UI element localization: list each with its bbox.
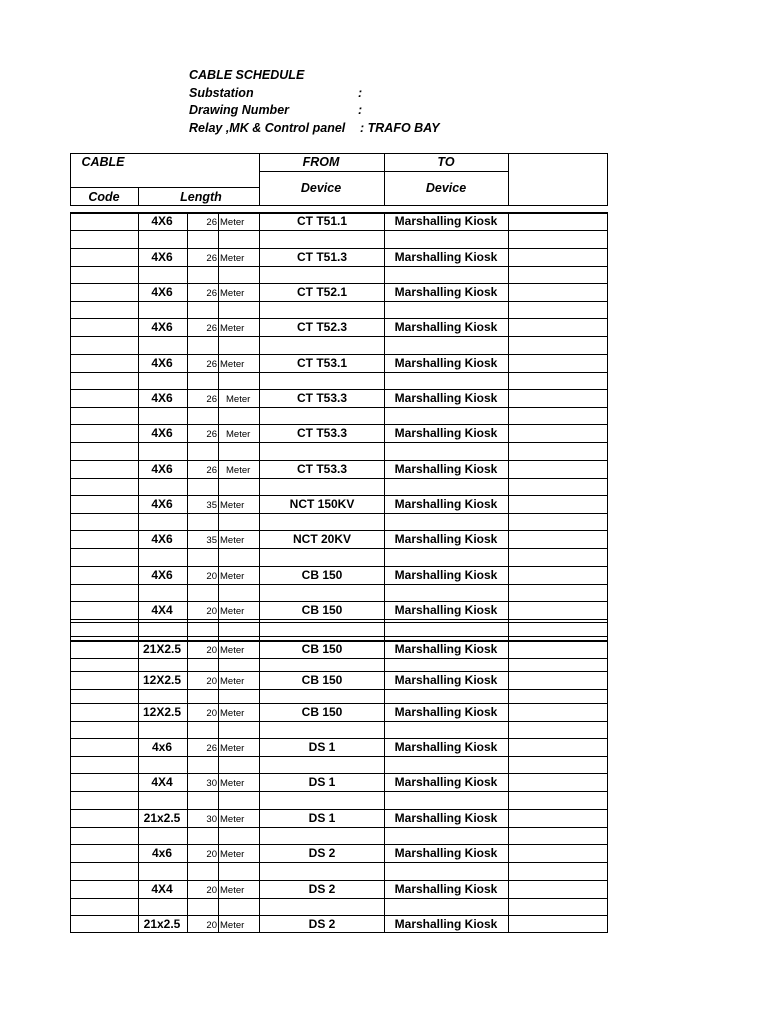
cable-length: 20 <box>206 676 217 687</box>
drawing-number-label: Drawing Number <box>189 103 290 117</box>
to-device-header: Device <box>425 181 467 195</box>
from-device: CT T53.1 <box>296 356 348 370</box>
row-mid-border <box>70 548 608 549</box>
to-device: Marshalling Kiosk <box>394 917 498 931</box>
document-title: CABLE SCHEDULE <box>189 68 305 82</box>
to-device: Marshalling Kiosk <box>394 740 498 754</box>
cable-length: 20 <box>206 708 217 719</box>
grid-left-border <box>70 212 71 932</box>
row-top-border <box>70 318 608 319</box>
cable-size: 4X6 <box>151 320 173 334</box>
row-double-border <box>70 636 608 637</box>
from-device: CT T53.3 <box>296 391 348 405</box>
row-top-border <box>70 844 608 845</box>
from-device: CT T51.1 <box>296 214 348 228</box>
cable-length: 26 <box>206 217 217 228</box>
cable-size: 12X2.5 <box>142 673 182 687</box>
length-unit: Meter <box>220 885 245 896</box>
cable-size: 12X2.5 <box>142 705 182 719</box>
length-unit: Meter <box>220 708 245 719</box>
cable-length: 20 <box>206 920 217 931</box>
row-top-border <box>70 809 608 810</box>
cable-length: 26 <box>206 359 217 370</box>
length-unit: Meter <box>220 288 245 299</box>
cable-size: 4X4 <box>151 603 173 617</box>
from-device: CB 150 <box>301 673 343 687</box>
row-mid-border <box>70 689 608 690</box>
to-device: Marshalling Kiosk <box>394 775 498 789</box>
drawing-number-value: : <box>358 103 363 117</box>
row-top-border <box>70 880 608 881</box>
cable-length: 35 <box>206 535 217 546</box>
from-device: NCT 150KV <box>289 497 355 511</box>
grid-from-divider <box>259 212 260 932</box>
cable-size: 4x6 <box>151 740 173 754</box>
to-device: Marshalling Kiosk <box>394 673 498 687</box>
to-device: Marshalling Kiosk <box>394 391 498 405</box>
length-unit: Meter <box>220 920 245 931</box>
cable-length: 26 <box>206 323 217 334</box>
cable-length: 26 <box>206 253 217 264</box>
from-device: DS 1 <box>308 740 336 754</box>
cable-length: 35 <box>206 500 217 511</box>
cable-size: 4X6 <box>151 356 173 370</box>
cable-size: 4X6 <box>151 426 173 440</box>
from-device: CT T52.3 <box>296 320 348 334</box>
length-unit: Meter <box>220 253 245 264</box>
row-top-border <box>70 389 608 390</box>
from-device: DS 1 <box>308 811 336 825</box>
cable-length: 30 <box>206 778 217 789</box>
cable-length: 20 <box>206 849 217 860</box>
cable-size: 4X6 <box>151 214 173 228</box>
grid-extra-divider <box>508 212 509 932</box>
to-header: TO <box>437 155 455 169</box>
row-double-border <box>70 622 608 623</box>
to-device: Marshalling Kiosk <box>394 320 498 334</box>
row-top-border <box>70 354 608 355</box>
row-top-border <box>70 566 608 567</box>
row-mid-border <box>70 442 608 443</box>
row-mid-border <box>70 756 608 757</box>
to-device: Marshalling Kiosk <box>394 285 498 299</box>
from-device: DS 2 <box>308 882 336 896</box>
row-mid-border <box>70 478 608 479</box>
cable-length: 20 <box>206 606 217 617</box>
table-bottom-border <box>70 932 608 933</box>
row-top-border <box>70 601 608 602</box>
row-mid-border <box>70 658 608 659</box>
row-mid-border <box>70 336 608 337</box>
cable-size: 4X6 <box>151 391 173 405</box>
row-mid-border <box>70 791 608 792</box>
grid-length-divider <box>218 212 219 932</box>
cable-length: 26 <box>206 429 217 440</box>
length-unit: Meter <box>226 465 251 476</box>
length-unit: Meter <box>226 429 251 440</box>
cable-size: 4X6 <box>151 532 173 546</box>
cable-size: 4X6 <box>151 285 173 299</box>
length-unit: Meter <box>220 535 245 546</box>
row-mid-border <box>70 230 608 231</box>
cable-length: 26 <box>206 394 217 405</box>
from-device: NCT 20KV <box>292 532 352 546</box>
panel-value: : TRAFO BAY <box>360 121 440 135</box>
cable-size: 21X2.5 <box>142 642 182 656</box>
to-device: Marshalling Kiosk <box>394 882 498 896</box>
grid-code-divider <box>138 212 139 932</box>
row-top-border <box>70 915 608 916</box>
length-unit: Meter <box>220 500 245 511</box>
to-device: Marshalling Kiosk <box>394 250 498 264</box>
cable-size: 4X4 <box>151 882 173 896</box>
length-unit: Meter <box>220 814 245 825</box>
row-top-border <box>70 671 608 672</box>
panel-label: Relay ,MK & Control panel <box>189 121 346 135</box>
from-device: CB 150 <box>301 642 343 656</box>
row-top-border <box>70 738 608 739</box>
from-device: DS 2 <box>308 846 336 860</box>
length-unit: Meter <box>220 359 245 370</box>
length-unit: Meter <box>226 394 251 405</box>
row-top-border <box>70 530 608 531</box>
row-mid-border <box>70 266 608 267</box>
length-unit: Meter <box>220 571 245 582</box>
cable-length: 20 <box>206 645 217 656</box>
cable-length: 26 <box>206 743 217 754</box>
to-device: Marshalling Kiosk <box>394 214 498 228</box>
cable-length: 30 <box>206 814 217 825</box>
row-mid-border <box>70 372 608 373</box>
cable-size: 4X4 <box>151 775 173 789</box>
length-unit: Meter <box>220 676 245 687</box>
from-header: FROM <box>302 155 340 169</box>
row-mid-border <box>70 513 608 514</box>
code-header: Code <box>88 190 120 204</box>
from-device: DS 1 <box>308 775 336 789</box>
cable-size: 21x2.5 <box>143 811 181 825</box>
cable-size: 4X6 <box>151 462 173 476</box>
row-mid-border <box>70 407 608 408</box>
cable-length: 26 <box>206 288 217 299</box>
row-mid-border <box>70 584 608 585</box>
from-device: CT T53.3 <box>296 462 348 476</box>
to-device: Marshalling Kiosk <box>394 642 498 656</box>
row-mid-border <box>70 862 608 863</box>
from-device: CT T52.1 <box>296 285 348 299</box>
from-device: DS 2 <box>308 917 336 931</box>
length-unit: Meter <box>220 778 245 789</box>
cable-header: CABLE <box>81 155 125 169</box>
grid-to-divider <box>384 212 385 932</box>
cable-length: 20 <box>206 571 217 582</box>
length-unit: Meter <box>220 645 245 656</box>
length-unit: Meter <box>220 323 245 334</box>
length-unit: Meter <box>220 743 245 754</box>
to-device: Marshalling Kiosk <box>394 462 498 476</box>
cable-length: 26 <box>206 465 217 476</box>
cable-size: 21x2.5 <box>143 917 181 931</box>
row-top-border <box>70 424 608 425</box>
to-device: Marshalling Kiosk <box>394 846 498 860</box>
to-device: Marshalling Kiosk <box>394 603 498 617</box>
row-mid-border <box>70 827 608 828</box>
from-device: CT T51.3 <box>296 250 348 264</box>
length-unit: Meter <box>220 606 245 617</box>
cable-size: 4X6 <box>151 497 173 511</box>
to-device: Marshalling Kiosk <box>394 568 498 582</box>
row-mid-border <box>70 898 608 899</box>
to-device: Marshalling Kiosk <box>394 497 498 511</box>
from-device: CB 150 <box>301 568 343 582</box>
substation-value: : <box>358 86 363 100</box>
to-device: Marshalling Kiosk <box>394 356 498 370</box>
length-unit: Meter <box>220 217 245 228</box>
cable-size: 4X6 <box>151 568 173 582</box>
row-top-border <box>70 283 608 284</box>
substation-label: Substation <box>189 86 254 100</box>
row-mid-border <box>70 721 608 722</box>
from-device: CB 150 <box>301 603 343 617</box>
cable-size: 4x6 <box>151 846 173 860</box>
row-top-border <box>70 248 608 249</box>
row-mid-border <box>70 301 608 302</box>
row-mid-border <box>70 619 608 620</box>
to-device: Marshalling Kiosk <box>394 426 498 440</box>
row-top-border <box>70 495 608 496</box>
row-top-border <box>70 460 608 461</box>
from-device: CB 150 <box>301 705 343 719</box>
from-device-header: Device <box>300 181 342 195</box>
row-top-border <box>70 773 608 774</box>
cable-size: 4X6 <box>151 250 173 264</box>
length-unit: Meter <box>220 849 245 860</box>
to-device: Marshalling Kiosk <box>394 532 498 546</box>
from-device: CT T53.3 <box>296 426 348 440</box>
to-device: Marshalling Kiosk <box>394 811 498 825</box>
cable-length: 20 <box>206 885 217 896</box>
to-device: Marshalling Kiosk <box>394 705 498 719</box>
grid-right-border <box>607 212 608 932</box>
length-header: Length <box>180 190 222 204</box>
row-top-border <box>70 703 608 704</box>
